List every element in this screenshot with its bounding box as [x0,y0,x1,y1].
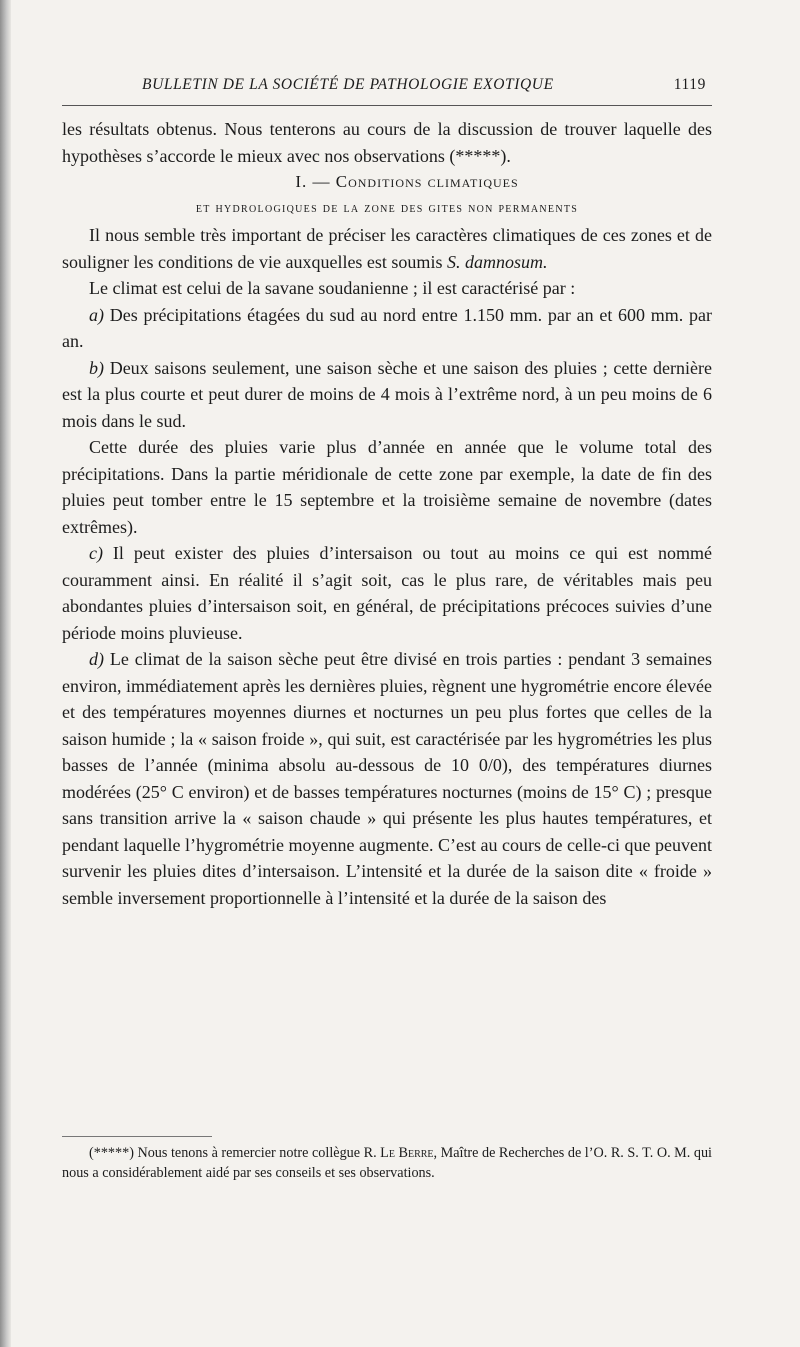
paragraph-importance [62,222,712,275]
section-title-line2: et hydrologiques de la zone des gites non permanents [195,200,579,216]
list-item-b [62,355,712,435]
list-item-c [62,540,712,646]
running-header [62,76,712,100]
intro-paragraph: les résultats obtenus. Nous tenterons au cours de la discussion de trouver laquelle des hypothèses s’accorde le mieux avec nos observations (*****). [62,119,712,166]
list-marker-a: a) [89,304,104,325]
list-marker-d: d) [89,649,104,669]
paragraph-importance-text: Il nous semble très important de préciser les caractères climatiques de ces zones et de souligner les conditions de vie auxquelles est soumis [62,225,712,272]
header-rule [62,105,712,106]
section-title-line1: I. — Conditions climatiques [295,172,519,191]
list-item-d [62,646,712,911]
list-text-c: Il peut exister des pluies d’intersaison ou tout au moins ce qui est nommé couramment ainsi. En réalité il s’agit soit, cas le plus rare, de véritables mais peu abondantes pluies d’intersaison soit, en général, de précipitations précoces suivies d’une période moins pluvieuse. [62,543,712,643]
list-marker-b: b) [89,357,104,378]
footnote-author-name: Le Berre [380,1145,434,1161]
list-text-d: Le climat de la saison sèche peut être divisé en trois parties : pendant 3 semaines environ, immédiatement après les dernières pluies, règnent une hygrométrie encore élevée et des températures moyennes diurnes et nocturnes un peu plus fortes que celles de la saison humide ; la « saison froide », qui suit, est caractérisée par les hygrométries les plus basses de l’année (minima absolu au-dessous de 10 0/0), des températures diurnes modérées (25° C environ) et de basses températures nocturnes (moins de 15° C) ; presque sans transition arrive la « saison chaude » qui présente les plus hautes températures, et pendant laquelle l’hygrométrie moyenne augmente. C’est au cours de celle-ci que peuvent survenir les pluies dites d’intersaison. L’intensité et la durée de la saison dite « froide » semble inversement proportionnelle à l’intensité et la durée de la saison des [62,649,712,908]
running-title: BULLETIN DE LA SOCIÉTÉ DE PATHOLOGIE EXOTIQUE [142,76,554,93]
body-text [62,116,712,911]
footnote-rule [62,1136,212,1137]
paragraph-climate: Le climat est celui de la savane soudanienne ; il est caractérisé par : [89,278,576,298]
scan-edge-shadow [0,0,11,1347]
footnote-text-start: (*****) Nous tenons à remercier notre collègue R. [89,1145,381,1161]
species-name: S. damnosum. [446,251,548,272]
footnote [62,1143,712,1183]
list-item-a [62,302,712,355]
list-marker-c: c) [89,543,103,563]
page-number: 1119 [673,76,706,93]
paragraph-rain-duration: Cette durée des pluies varie plus d’année en année que le volume total des précipitations. Dans la partie méridionale de cette zone par exemple, la date de fin des pluies peut tomber entre le 15 septembre et la troisième semaine de novembre (dates extrêmes). [62,437,712,537]
list-text-a: Des précipitations étagées du sud au nord entre 1.150 mm. par an et 600 mm. par an. [62,304,712,351]
footnote-text-end: , Maître de Recherches de l’O. R. S. T. O. M. qui nous a considérablement aidé par ses conseils et ses observations. [62,1145,713,1181]
list-text-b: Deux saisons seulement, une saison sèche et une saison des pluies ; cette dernière est la plus courte et peut durer de moins de 4 mois à l’extrême nord, à un peu moins de 6 mois dans le sud. [62,357,712,431]
